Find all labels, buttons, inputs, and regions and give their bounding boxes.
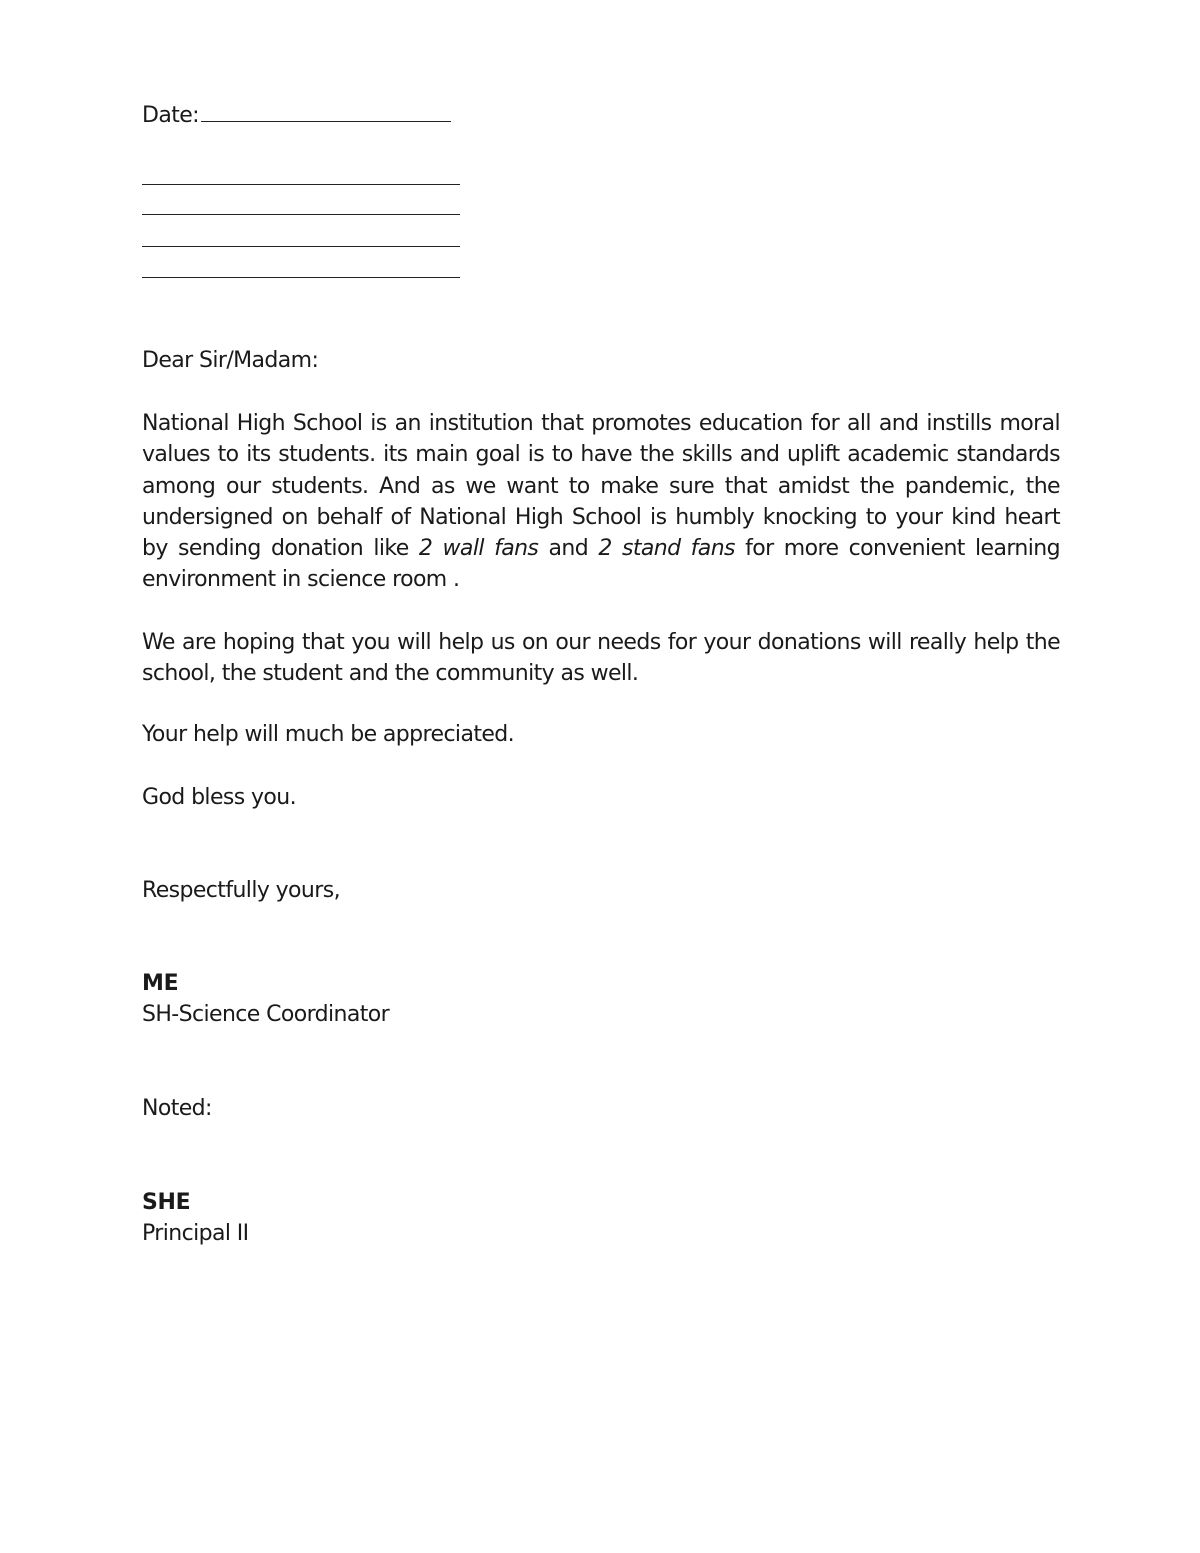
donation-item: 2 wall fans [418, 536, 539, 562]
address-blank-line [142, 214, 460, 215]
body-text: and [538, 536, 599, 562]
body-paragraph-2: We are hoping that you will help us on our needs for your donations will really help the school, the student and the community as well. [142, 630, 1060, 687]
body-paragraph-3: Your help will much be appreciated. [142, 722, 515, 747]
body-text: for more convenient learning environment in science room . [142, 536, 1060, 593]
sender-title: SH-Science Coordinator [142, 1002, 390, 1027]
address-blank-line [142, 277, 460, 278]
body-paragraph-1 [142, 408, 1060, 596]
address-blank-line [142, 184, 460, 185]
noted-label: Noted: [142, 1096, 212, 1121]
body-text: National High School is an institution that promotes education for all and instills moral values to its students. its main goal is to have the skills and uplift academic standards among our students. And as we want to make sure that amidst the pandemic, the undersigned on behalf of National High School is humbly knocking to your kind heart by sending donation like [142, 411, 1060, 562]
sender-name: ME [142, 971, 179, 996]
date-blank-line [201, 97, 451, 122]
salutation: Dear Sir/Madam: [142, 348, 319, 373]
body-paragraph-4: God bless you. [142, 785, 297, 810]
donation-item: 2 stand fans [598, 536, 735, 562]
closing: Respectfully yours, [142, 878, 340, 903]
date-label: Date: [142, 103, 199, 128]
approver-title: Principal II [142, 1221, 249, 1246]
date-row [142, 97, 451, 131]
approver-name: SHE [142, 1190, 191, 1215]
address-blank-line [142, 246, 460, 247]
